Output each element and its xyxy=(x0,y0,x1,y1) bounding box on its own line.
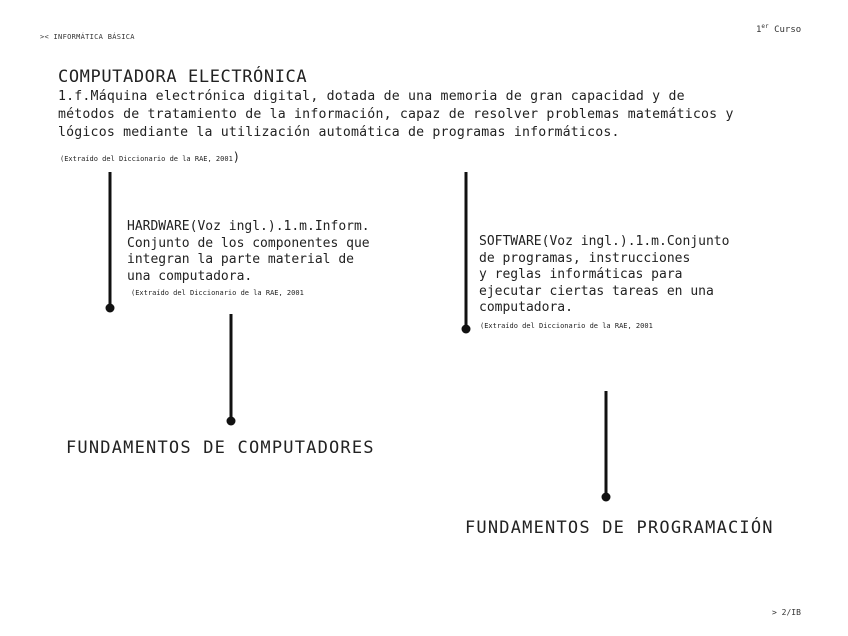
definition-line: computadora. xyxy=(479,300,573,315)
course-subject-label: >< INFORMÁTICA BÁSICA xyxy=(40,33,135,41)
definition-line: 1.f.Máquina electrónica digital, dotada de una memoria de gran capacidad y de xyxy=(58,89,685,104)
page-title: COMPUTADORA ELECTRÓNICA xyxy=(58,67,308,87)
source-text: (Extraído del Diccionario de la RAE, 2001 xyxy=(60,155,233,163)
definition-line: métodos de tratamiento de la información, capaz de resolver problemas matemáticos y xyxy=(58,107,734,122)
hardware-left-dot xyxy=(106,304,115,313)
hardware-bottom-dot xyxy=(227,417,236,426)
section-fundamentos-computadores: FUNDAMENTOS DE COMPUTADORES xyxy=(66,438,375,458)
software-left-dot xyxy=(462,325,471,334)
software-definition xyxy=(479,234,729,317)
definition-line: integran la parte material de xyxy=(127,252,354,267)
software-bottom-dot xyxy=(602,493,611,502)
page-number: > 2/IB xyxy=(772,608,801,617)
hardware-definition xyxy=(127,219,370,285)
course-year-number: 1 xyxy=(756,25,762,35)
definition-line: HARDWARE(Voz ingl.).1.m.Inform. xyxy=(127,219,370,234)
hardware-definition-source: (Extraído del Diccionario de la RAE, 2001 xyxy=(131,289,304,297)
definition-line: ejecutar ciertas tareas en una xyxy=(479,283,714,299)
section-fundamentos-programacion: FUNDAMENTOS DE PROGRAMACIÓN xyxy=(465,518,774,538)
definition-line: lógicos mediante la utilización automática de programas informáticos. xyxy=(58,125,620,140)
definition-line: y reglas informáticas para xyxy=(479,267,683,282)
definition-line: SOFTWARE(Voz ingl.).1.m.Conjunto xyxy=(479,234,730,249)
course-year-text: Curso xyxy=(768,25,802,35)
course-year-suffix: er xyxy=(761,23,769,30)
definition-line: una computadora. xyxy=(127,268,253,284)
definition-line: Conjunto de los componentes que xyxy=(127,235,370,251)
definition-line: de programas, instrucciones xyxy=(479,250,691,266)
software-definition-source: (Extraído del Diccionario de la RAE, 2001 xyxy=(480,322,653,330)
source-close-paren: ) xyxy=(232,150,241,164)
